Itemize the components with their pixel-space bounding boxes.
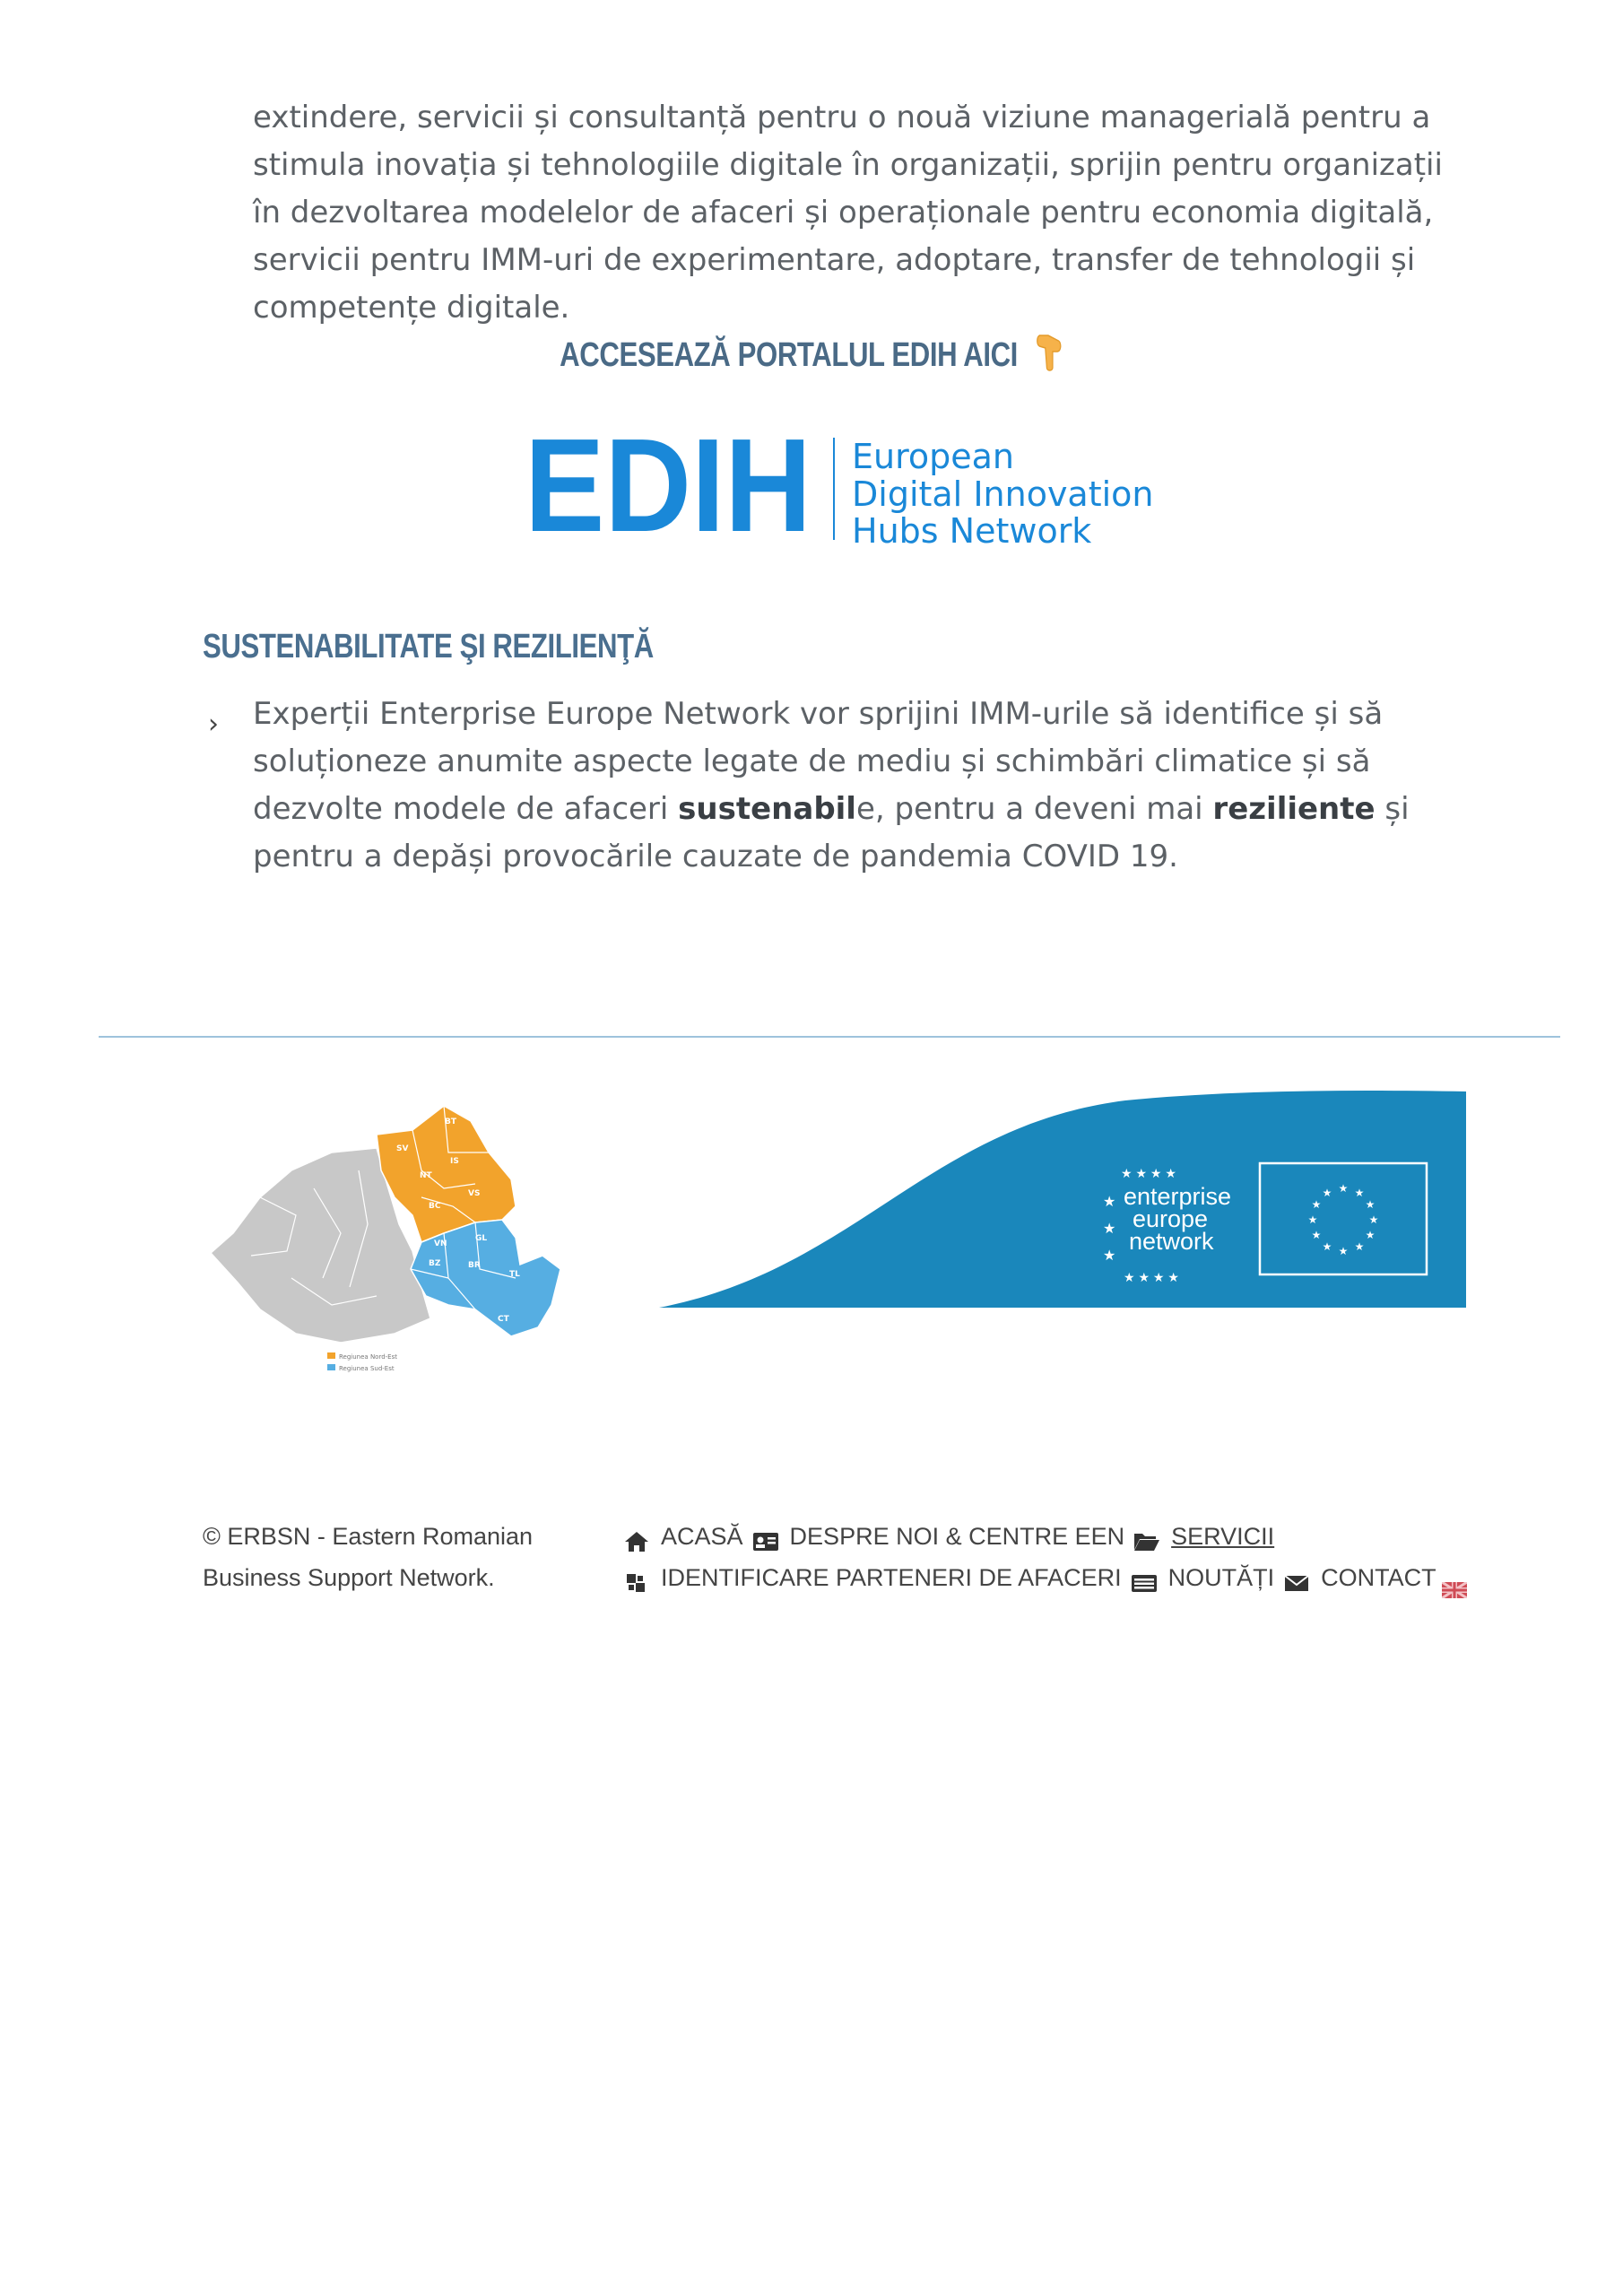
svg-text:★ ★ ★ ★: ★ ★ ★ ★ [1121,1166,1176,1180]
svg-text:★: ★ [1354,1240,1365,1253]
svg-text:★: ★ [1322,1187,1332,1199]
map-label-sv: SV [396,1144,409,1153]
svg-text:★: ★ [1307,1213,1318,1226]
footer-nav-servicii[interactable]: SERVICII [1133,1516,1274,1557]
svg-text:★: ★ [1103,1195,1116,1210]
legend-swatch-se [327,1364,335,1370]
footer-nav [623,1516,1520,1598]
bullet-bold-sustenabil: sustenabil [678,791,856,827]
map-label-ct: CT [498,1315,509,1324]
folder-open-icon [1133,1525,1160,1548]
map-label-br: BR [468,1261,481,1270]
footer-nav-identificare-parteneri[interactable]: IDENTIFICARE PARTENERI DE AFACERI [623,1557,1122,1598]
svg-text:★: ★ [1311,1229,1322,1241]
romania-regions-map [206,1099,565,1386]
footer-divider [99,1036,1560,1038]
svg-text:★: ★ [1365,1198,1376,1211]
home-icon [623,1525,650,1548]
map-label-is: IS [450,1157,459,1166]
map-label-nt: NT [420,1171,432,1180]
chevron-right-icon: › [208,709,219,740]
een-banner [659,1090,1466,1323]
footer-nav-noutati[interactable]: NOUTĂȚI [1131,1557,1275,1598]
svg-text:★: ★ [1103,1222,1116,1237]
map-label-tl: TL [509,1270,520,1279]
edih-portal-link[interactable] [146,332,1477,380]
id-card-icon [752,1525,779,1548]
svg-text:★: ★ [1322,1240,1332,1253]
edih-logo-line2: Digital Innovation [852,474,1152,514]
bullet-text-1: Experții Enterprise Europe Network vor sprijini IMM-urile să identifice și să soluționeze anumite aspecte legate de mediu și schimbări climatice și să dezvolte modele de afaceri [253,696,1384,827]
footer-copyright [203,1516,579,1598]
copyright-line2: Business Support Network. [203,1564,495,1591]
footer-nav-acasa[interactable]: ACASĂ [623,1516,743,1557]
edih-logo-line1: European [852,437,1015,476]
svg-text:★: ★ [1311,1198,1322,1211]
newspaper-icon [1131,1566,1158,1589]
puzzle-icon [623,1566,650,1589]
legend-label-se: Regiunea Sud-Est [339,1365,395,1372]
bullet-text-2: e, pentru a deveni mai [855,791,1213,827]
een-logo-line3: network [1129,1228,1214,1255]
svg-text:★ ★ ★ ★: ★ ★ ★ ★ [1124,1270,1179,1284]
copyright-line1: © ERBSN - Eastern Romanian [203,1523,534,1550]
map-label-bz: BZ [429,1259,441,1268]
intro-paragraph: extindere, servicii și consultanță pentru o nouă viziune managerială pentru a stimula inovația și tehnologiile digitale în organizații, sprijin pentru organizații în dezvoltarea modelelor de afaceri și operaționale pentru economia digitală, servicii pentru IMM-uri de experimentare, adoptare, transfer de tehnologii și competențe digitale. [253,100,1443,326]
svg-text:★: ★ [1338,1245,1349,1257]
footer-nav-contact[interactable]: CONTACT [1283,1557,1467,1598]
map-label-vs: VS [468,1189,481,1198]
svg-text:★: ★ [1354,1187,1365,1199]
svg-text:★: ★ [1368,1213,1379,1226]
map-label-vn: VN [434,1239,447,1248]
map-label-bc: BC [429,1202,441,1211]
bullet-bold-reziliente: reziliente [1212,791,1376,827]
legend-label-ne: Regiunea Nord-Est [339,1353,397,1361]
svg-text:★: ★ [1103,1248,1116,1264]
pointing-down-hand-icon [1034,332,1063,380]
legend-swatch-ne [327,1352,335,1359]
edih-portal-label: ACCESEAZĂ PORTALUL EDIH AICI [560,336,1018,374]
bullet-paragraph [253,691,1472,881]
svg-text:★: ★ [1365,1229,1376,1241]
uk-flag-icon[interactable] [1442,1570,1467,1586]
een-logo-line2: europe [1133,1205,1209,1232]
edih-logo-letters: EDIH [525,430,812,547]
svg-text:★: ★ [1338,1182,1349,1195]
een-logo-line1: enterprise [1124,1183,1232,1210]
map-label-gl: GL [475,1234,488,1243]
section-title: SUSTENABILITATE ŞI REZILIENŢĂ [203,628,654,665]
edih-logo[interactable] [525,430,1152,547]
bullet-text-3: și pentru a depăși provocările cauzate de pandemia COVID 19. [253,791,1410,874]
map-label-bt: BT [445,1118,456,1126]
footer-nav-despre-noi[interactable]: DESPRE NOI & CENTRE EEN [752,1516,1125,1557]
envelope-icon [1283,1566,1310,1589]
edih-logo-line3: Hubs Network [852,511,1092,547]
